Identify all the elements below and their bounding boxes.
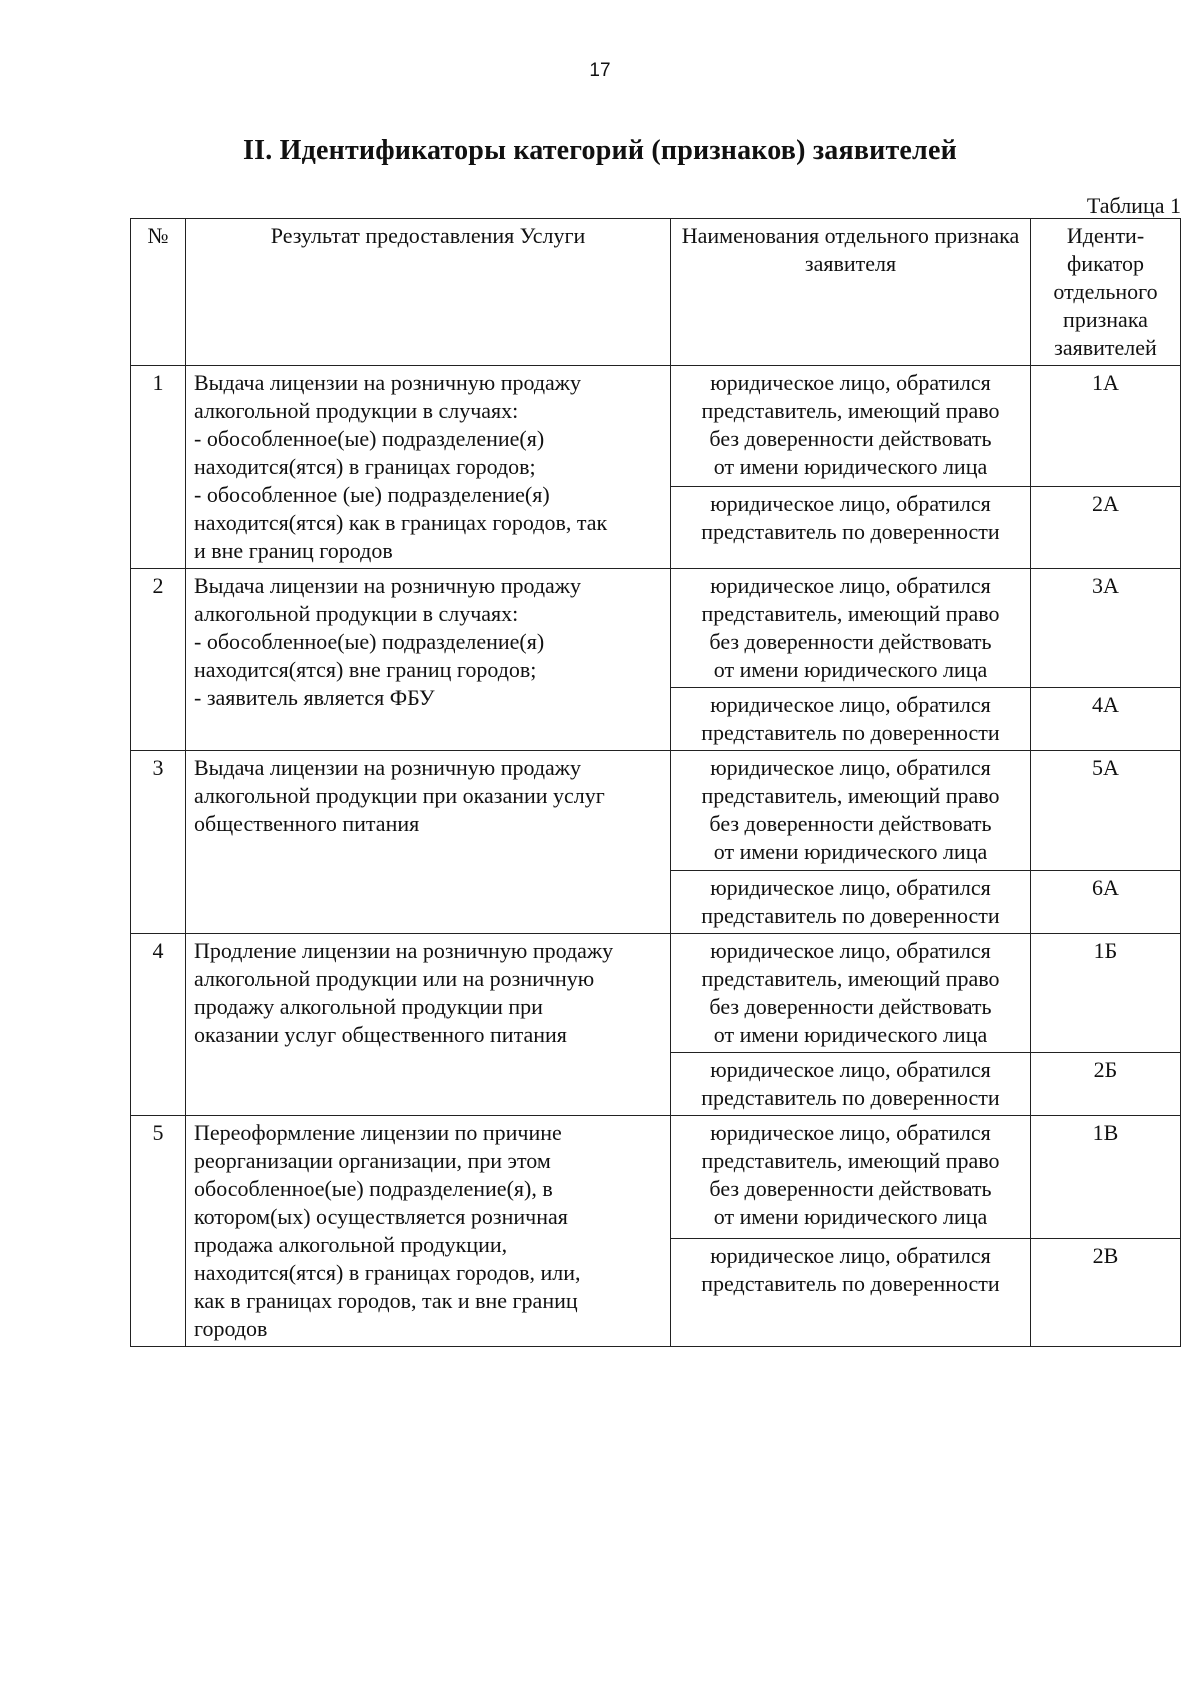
row-number: 2	[131, 569, 186, 751]
header-identifier-line: признака	[1063, 307, 1148, 332]
table-row	[131, 1116, 1181, 1239]
applicant-attribute	[671, 487, 1031, 569]
service-result	[186, 569, 671, 751]
service-result-line: Выдача лицензии на розничную продажу	[194, 573, 582, 598]
service-result-line: - обособленное(ые) подразделение(я)	[194, 629, 545, 654]
applicant-attribute	[671, 1239, 1031, 1347]
applicant-identifier: 2В	[1031, 1239, 1181, 1347]
service-result-line: Переоформление лицензии по причине	[194, 1120, 562, 1145]
applicant-attribute-line: юридическое лицо, обратился	[710, 370, 991, 395]
applicant-attribute-line: без доверенности действовать	[709, 1176, 992, 1201]
service-result-line: алкогольной продукции или на розничную	[194, 966, 595, 991]
applicant-attribute-line: юридическое лицо, обратился	[710, 491, 991, 517]
service-result-line: как в границах городов, так и вне границ	[194, 1288, 578, 1313]
service-result-line: обособленное(ые) подразделение(я), в	[194, 1176, 553, 1201]
service-result-line: - обособленное(ые) подразделение(я)	[194, 426, 545, 451]
service-result	[186, 751, 671, 934]
applicant-attribute-line: юридическое лицо, обратился	[710, 938, 991, 963]
service-result-line: находится(ятся) в границах городов, или,	[194, 1260, 581, 1285]
applicant-attribute-line: от имени юридического лица	[713, 657, 988, 682]
applicant-attribute-line: представитель, имеющий право	[701, 398, 1000, 423]
row-number: 4	[131, 934, 186, 1116]
page-number: 17	[589, 60, 611, 81]
applicant-identifier: 1В	[1031, 1116, 1181, 1239]
service-result-line: продажу алкогольной продукции при	[194, 994, 543, 1019]
row-number: 5	[131, 1116, 186, 1347]
identifiers-table	[130, 218, 1181, 1347]
table-row	[131, 366, 1181, 487]
table-row	[131, 751, 1181, 871]
service-result-line: продажа алкогольной продукции,	[194, 1232, 508, 1257]
applicant-attribute-line: юридическое лицо, обратился	[710, 875, 991, 900]
service-result	[186, 934, 671, 1116]
applicant-attribute	[671, 688, 1031, 751]
header-attribute: Наименования отдельного признака заявителя	[671, 219, 1031, 366]
service-result-line: Продление лицензии на розничную продажу	[194, 938, 614, 963]
applicant-attribute-line: без доверенности действовать	[709, 811, 992, 836]
applicant-attribute-line: представитель по доверенности	[701, 519, 1000, 545]
service-result-line: находится(ятся) как в границах городов, так	[194, 510, 608, 535]
row-number: 1	[131, 366, 186, 569]
applicant-attribute-line: юридическое лицо, обратился	[710, 573, 991, 598]
applicant-attribute-line: без доверенности действовать	[709, 994, 992, 1019]
applicant-attribute-line: представитель по доверенности	[701, 903, 1000, 928]
table-row	[131, 569, 1181, 688]
service-result-line: оказании услуг общественного питания	[194, 1022, 567, 1047]
applicant-identifier: 1А	[1031, 366, 1181, 487]
table-row	[131, 934, 1181, 1053]
row-number: 3	[131, 751, 186, 934]
applicant-attribute-line: без доверенности действовать	[709, 426, 992, 451]
applicant-identifier: 2Б	[1031, 1053, 1181, 1116]
service-result-line: реорганизации организации, при этом	[194, 1148, 551, 1173]
header-identifier	[1031, 219, 1181, 366]
header-identifier-line: фикатор	[1067, 251, 1144, 276]
service-result-line: находится(ятся) вне границ городов;	[194, 657, 537, 682]
applicant-attribute-line: представитель по доверенности	[701, 720, 1000, 745]
service-result-line: котором(ых) осуществляется розничная	[194, 1204, 568, 1229]
applicant-attribute-line: юридическое лицо, обратился	[710, 1243, 991, 1269]
header-result: Результат предоставления Услуги	[186, 219, 671, 366]
applicant-identifier: 6А	[1031, 871, 1181, 934]
service-result-line: - обособленное (ые) подразделение(я)	[194, 482, 550, 507]
applicant-attribute-line: без доверенности действовать	[709, 629, 992, 654]
service-result-line: и вне границ городов	[194, 538, 393, 563]
service-result	[186, 366, 671, 569]
applicant-attribute-line: от имени юридического лица	[713, 1204, 988, 1229]
applicant-attribute	[671, 569, 1031, 688]
header-identifier-line: Иденти-	[1066, 223, 1145, 248]
service-result	[186, 1116, 671, 1347]
applicant-attribute-line: юридическое лицо, обратился	[710, 1120, 991, 1145]
applicant-attribute-line: от имени юридического лица	[713, 1022, 988, 1047]
applicant-attribute-line: юридическое лицо, обратился	[710, 692, 991, 717]
service-result-line: Выдача лицензии на розничную продажу	[194, 370, 582, 395]
applicant-attribute-line: представитель, имеющий право	[701, 1148, 1000, 1173]
service-result-line: - заявитель является ФБУ	[194, 685, 435, 710]
applicant-attribute-line: представитель по доверенности	[701, 1271, 1000, 1297]
service-result-line: алкогольной продукции при оказании услуг	[194, 783, 605, 808]
service-result-line: Выдача лицензии на розничную продажу	[194, 755, 582, 780]
header-identifier-line: заявителей	[1054, 335, 1157, 360]
applicant-identifier: 3А	[1031, 569, 1181, 688]
applicant-attribute-line: представитель, имеющий право	[701, 966, 1000, 991]
applicant-attribute	[671, 1116, 1031, 1239]
section-title: II. Идентификаторы категорий (признаков) заявителей	[243, 135, 957, 166]
applicant-attribute	[671, 934, 1031, 1053]
applicant-identifier: 1Б	[1031, 934, 1181, 1053]
applicant-identifier: 4А	[1031, 688, 1181, 751]
header-row	[131, 219, 1181, 366]
applicant-attribute-line: юридическое лицо, обратился	[710, 1057, 991, 1082]
applicant-attribute-line: представитель, имеющий право	[701, 601, 1000, 626]
applicant-identifier: 5А	[1031, 751, 1181, 871]
service-result-line: алкогольной продукции в случаях:	[194, 601, 519, 626]
applicant-attribute	[671, 871, 1031, 934]
applicant-attribute-line: представитель, имеющий право	[701, 783, 1000, 808]
table-label: Таблица 1	[1086, 193, 1181, 218]
applicant-attribute	[671, 366, 1031, 487]
applicant-attribute-line: от имени юридического лица	[713, 839, 988, 864]
service-result-line: алкогольной продукции в случаях:	[194, 398, 519, 423]
service-result-line: общественного питания	[194, 811, 420, 836]
service-result-line: городов	[194, 1316, 268, 1341]
applicant-attribute-line: представитель по доверенности	[701, 1085, 1000, 1110]
service-result-line: находится(ятся) в границах городов;	[194, 454, 536, 479]
header-identifier-line: отдельного	[1053, 279, 1158, 304]
applicant-identifier: 2А	[1031, 487, 1181, 569]
applicant-attribute-line: юридическое лицо, обратился	[710, 755, 991, 780]
applicant-attribute	[671, 751, 1031, 871]
applicant-attribute-line: от имени юридического лица	[713, 454, 988, 479]
header-num: №	[131, 219, 186, 366]
applicant-attribute	[671, 1053, 1031, 1116]
